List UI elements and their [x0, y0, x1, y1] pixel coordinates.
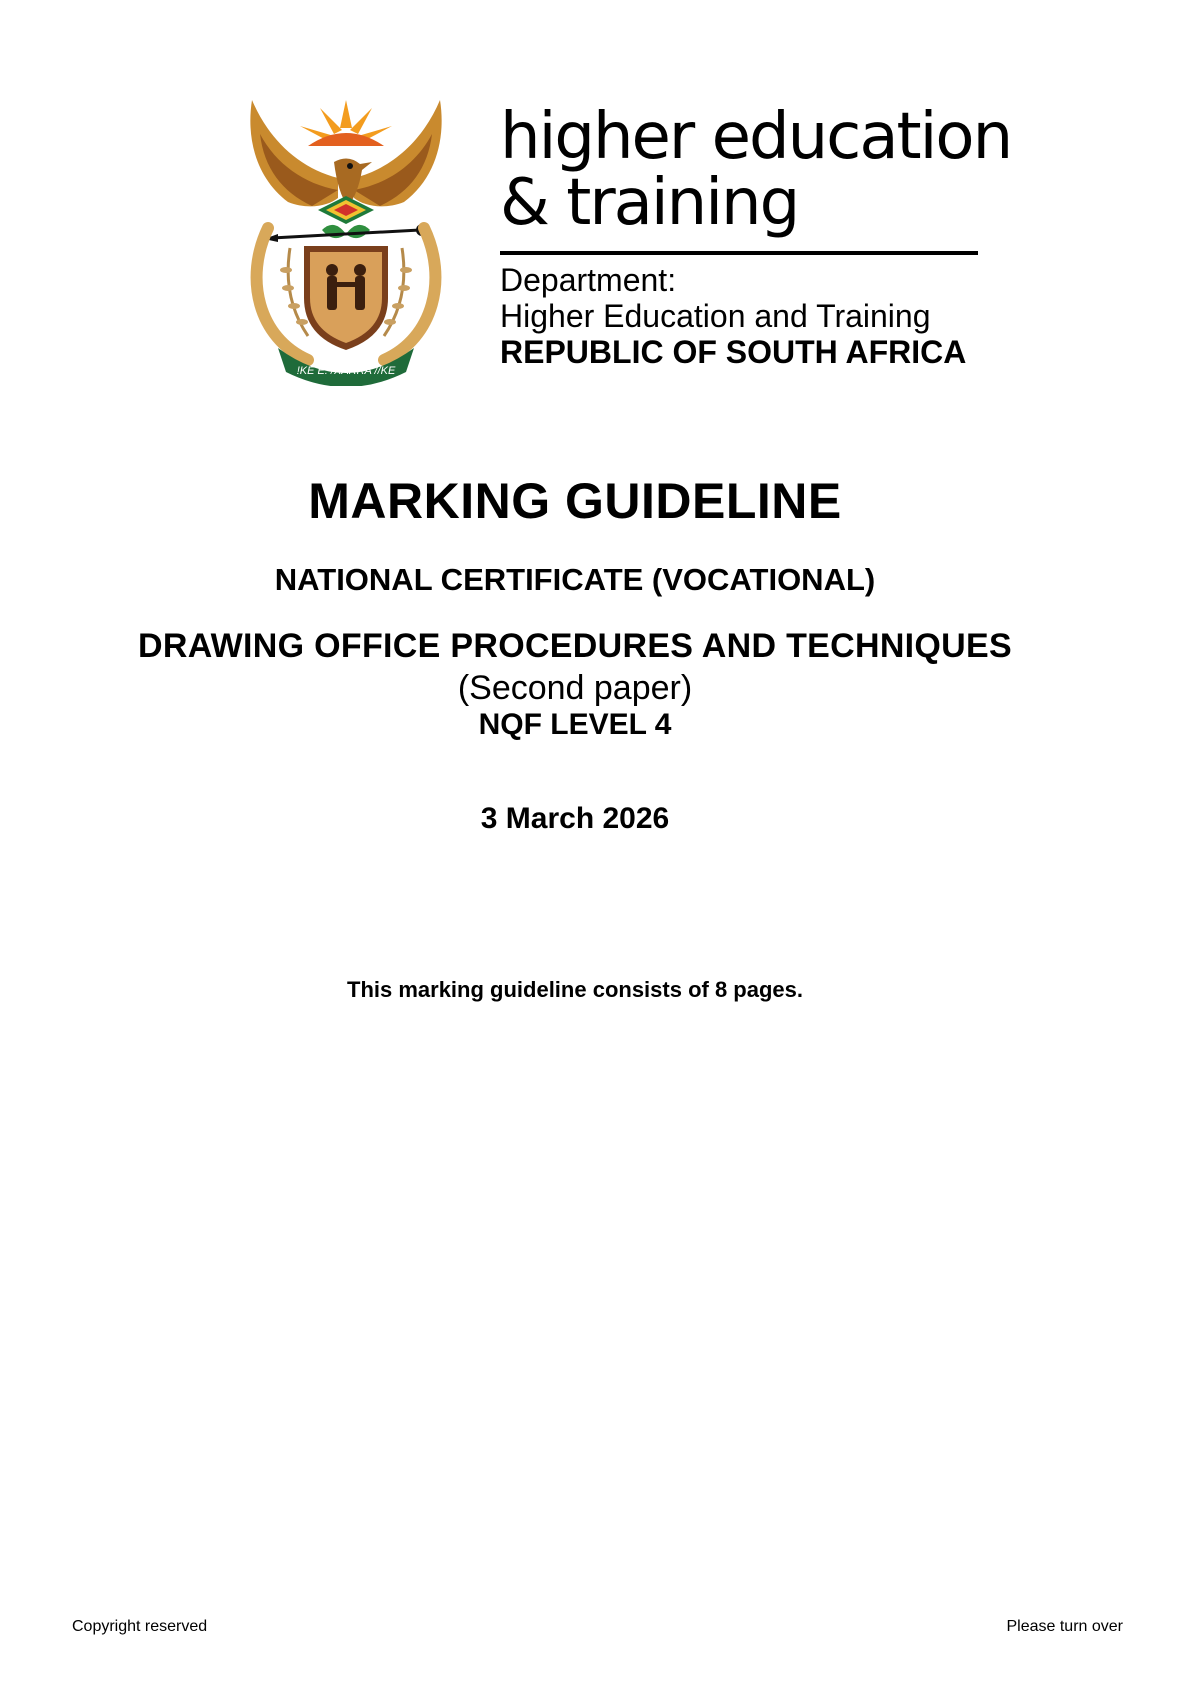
- brand-wordmark: [500, 100, 1012, 240]
- document-title: MARKING GUIDELINE: [308, 473, 842, 529]
- nqf-level: NQF LEVEL 4: [478, 708, 672, 741]
- exam-date: 3 March 2026: [480, 802, 670, 835]
- subject-title: DRAWING OFFICE PROCEDURES AND TECHNIQUES: [137, 627, 1012, 665]
- brand-line-2: & training: [500, 166, 799, 240]
- coat-of-arms-motto: !KE E: /XARRA //KE: [296, 365, 396, 377]
- page-count-note: This marking guideline consists of 8 pages.: [347, 977, 803, 1002]
- brand-line-1: higher education: [500, 100, 1012, 174]
- brand-divider: [500, 251, 978, 255]
- footer-copyright: Copyright reserved: [72, 1618, 208, 1635]
- certificate-title: NATIONAL CERTIFICATE (VOCATIONAL): [274, 562, 876, 597]
- department-block: [500, 262, 990, 370]
- footer-turn-over: Please turn over: [1006, 1618, 1123, 1635]
- paper-number: (Second paper): [457, 669, 693, 707]
- department-name: Higher Education and Training: [500, 298, 931, 334]
- country-name: REPUBLIC OF SOUTH AFRICA: [500, 334, 967, 370]
- department-label: Department:: [500, 262, 677, 298]
- south-africa-coat-of-arms-icon: [238, 98, 454, 386]
